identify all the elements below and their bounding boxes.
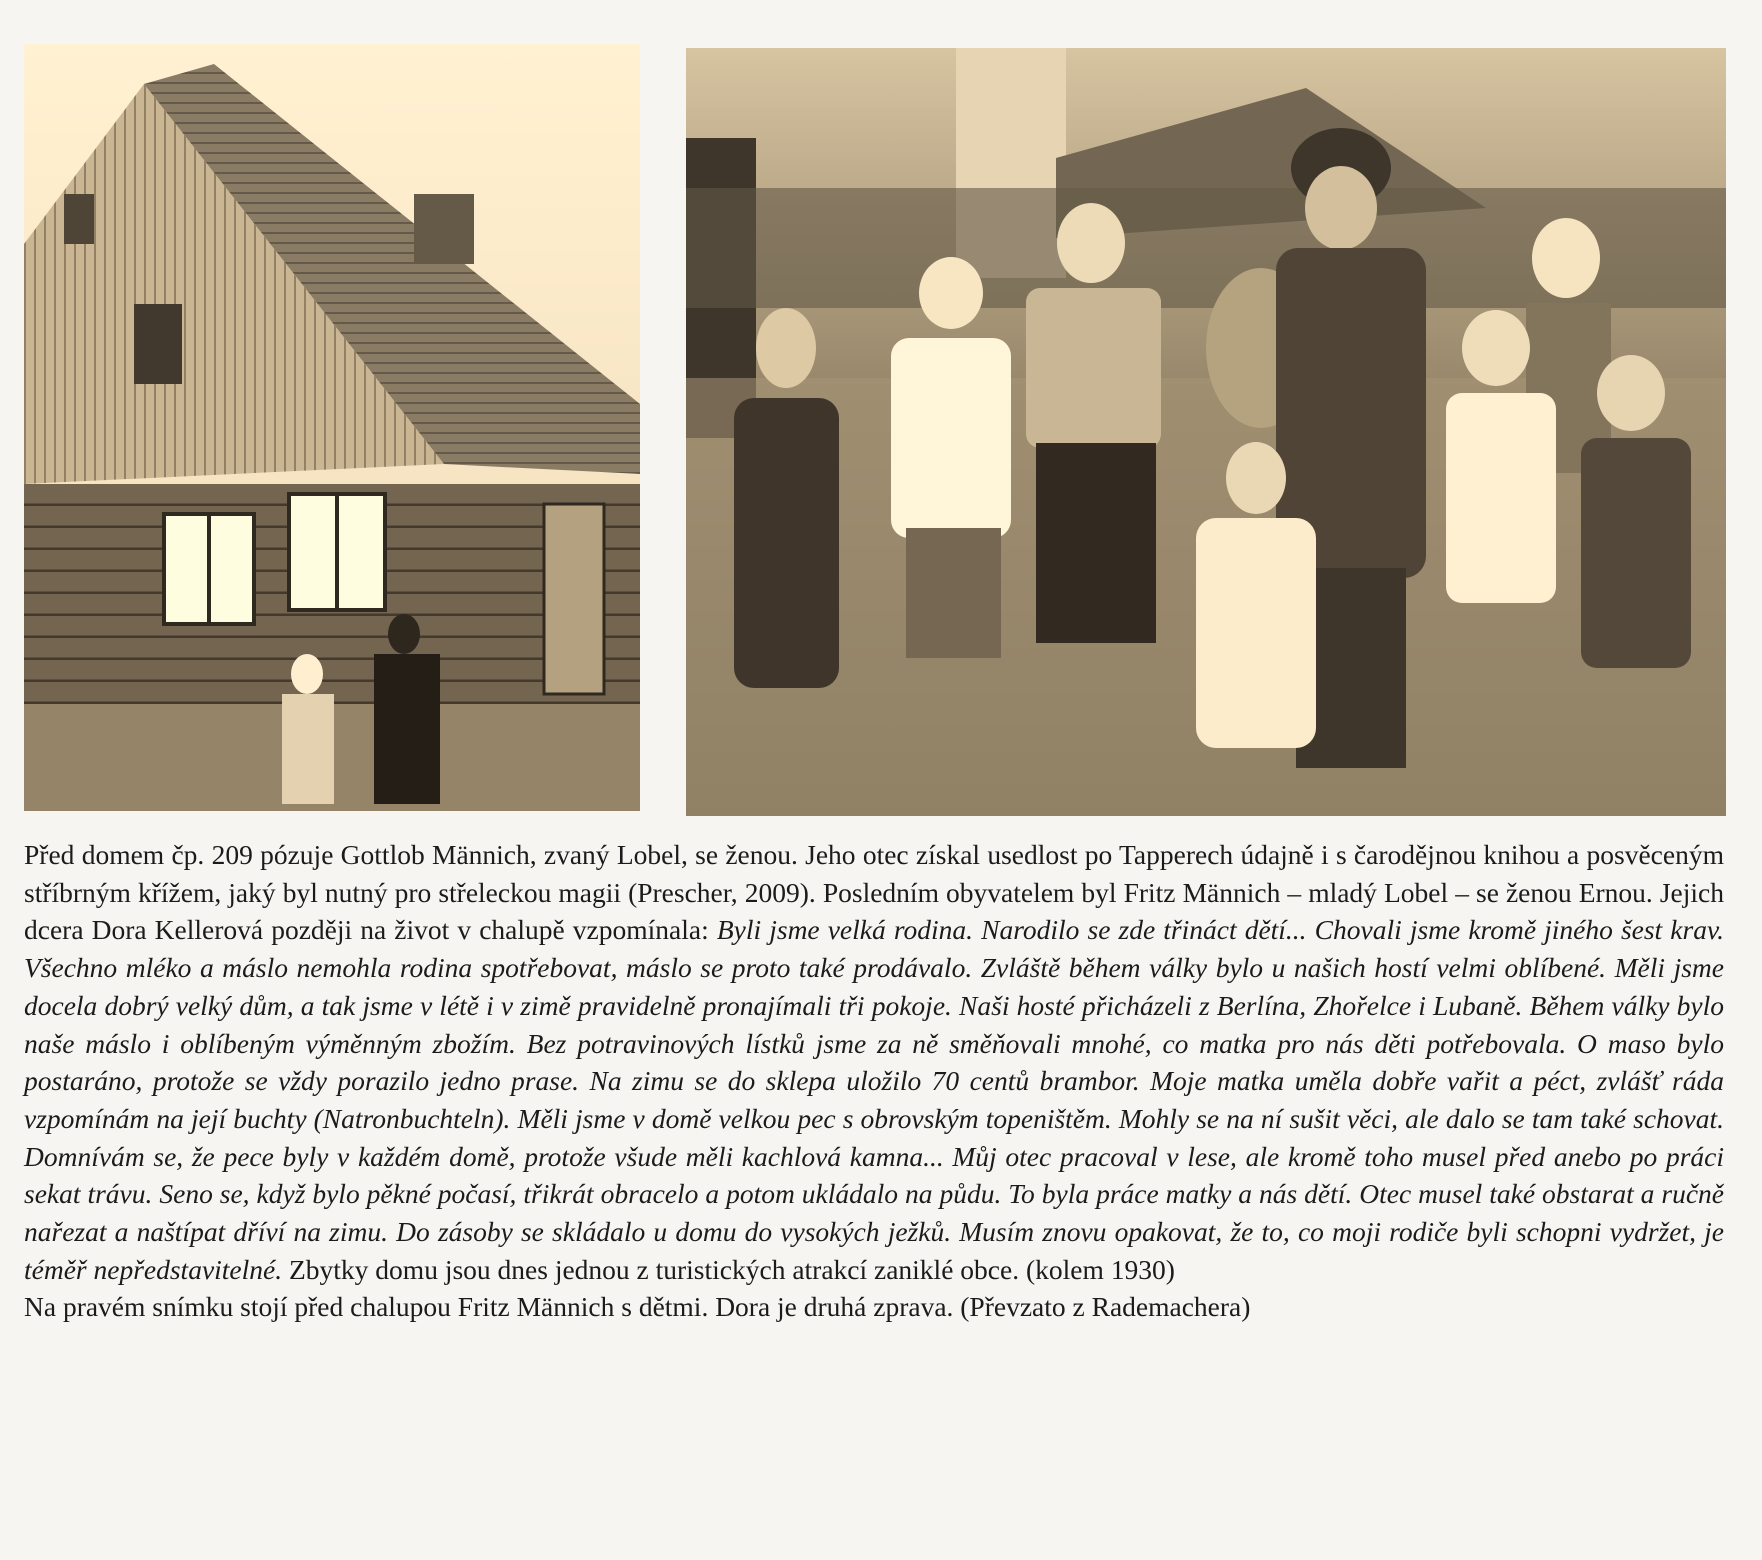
family-illustration xyxy=(686,48,1726,816)
house-couple-photo xyxy=(24,44,640,811)
caption-intro: Před domem čp. 209 pózuje Gottlob Männich, zvaný Lobel, se ženou. Jeho otec získal usedlost po Tapperech údajně i s čarodějnou knihou a posvěceným stříbrným křížem, jaký byl nutný pro střeleckou magii (Prescher, 2009). Posledním obyvatelem byl Fritz Männich – mladý Lobel – se ženou Ernou. Jejich dcera Dora Kellerová později na život v chalupě vzpomínala: xyxy=(24,839,1724,946)
caption-second-line: Na pravém snímku stojí před chalupou Fritz Männich s dětmi. Dora je druhá zprava. (Převzato z Rademachera) xyxy=(24,1291,1251,1323)
caption-outro: Zbytky domu jsou dnes jednou z turistických atrakcí zaniklé obce. (kolem 1930) xyxy=(288,1253,1175,1285)
caption-paragraph xyxy=(24,836,1724,1288)
caption-quote: Byli jsme velká rodina. Narodilo se zde třináct dětí... Chovali jsme kromě jiného šest krav. Všechno mléko a máslo nemohla rodina spotřebovat, máslo se proto také prodávalo. Zvláště během války bylo u našich hostí velmi oblíbené. Měli jsme docela dobrý velký dům, a tak jsme v létě i v zimě pravidelně pronajímali tři pokoje. Naši hosté přicházeli z Berlína, Zhořelce i Lubaně. Během války bylo naše máslo i oblíbeným výměnným zbožím. Bez potravinových lístků jsme za ně směňovali mnohé, co matka pro nás děti potřebovala. O maso bylo postaráno, protože se vždy porazilo jedno prase. Na zimu se do sklepa uložilo 70 centů brambor. Moje matka uměla dobře vařit a péct, zvlášť ráda vzpomínám na její buchty (Natronbuchteln). Měli jsme v domě velkou pec s obrovským topeništěm. Mohly se na ní sušit věci, ale dalo se tam také schovat. Domnívám se, že pece byly v každém domě, protože všude měli kachlová kamna... Můj otec pracoval v lese, ale kromě toho musel před anebo po práci sekat trávu. Seno se, když bylo pěkné počasí, třikrát obracelo a potom ukládalo na půdu. To byla práce matky a nás dětí. Otec musel také obstarat a ručně nařezat a naštípat dříví na zimu. Do zásoby se skládalo u domu do vysokých ježků. Musím znovu opakovat, že to, co moji rodiče byli schopni vydržet, je téměř nepředstavitelné. xyxy=(24,914,1724,1285)
house-illustration xyxy=(24,44,640,811)
family-children-photo xyxy=(686,48,1726,816)
photo-caption xyxy=(24,836,1724,1326)
